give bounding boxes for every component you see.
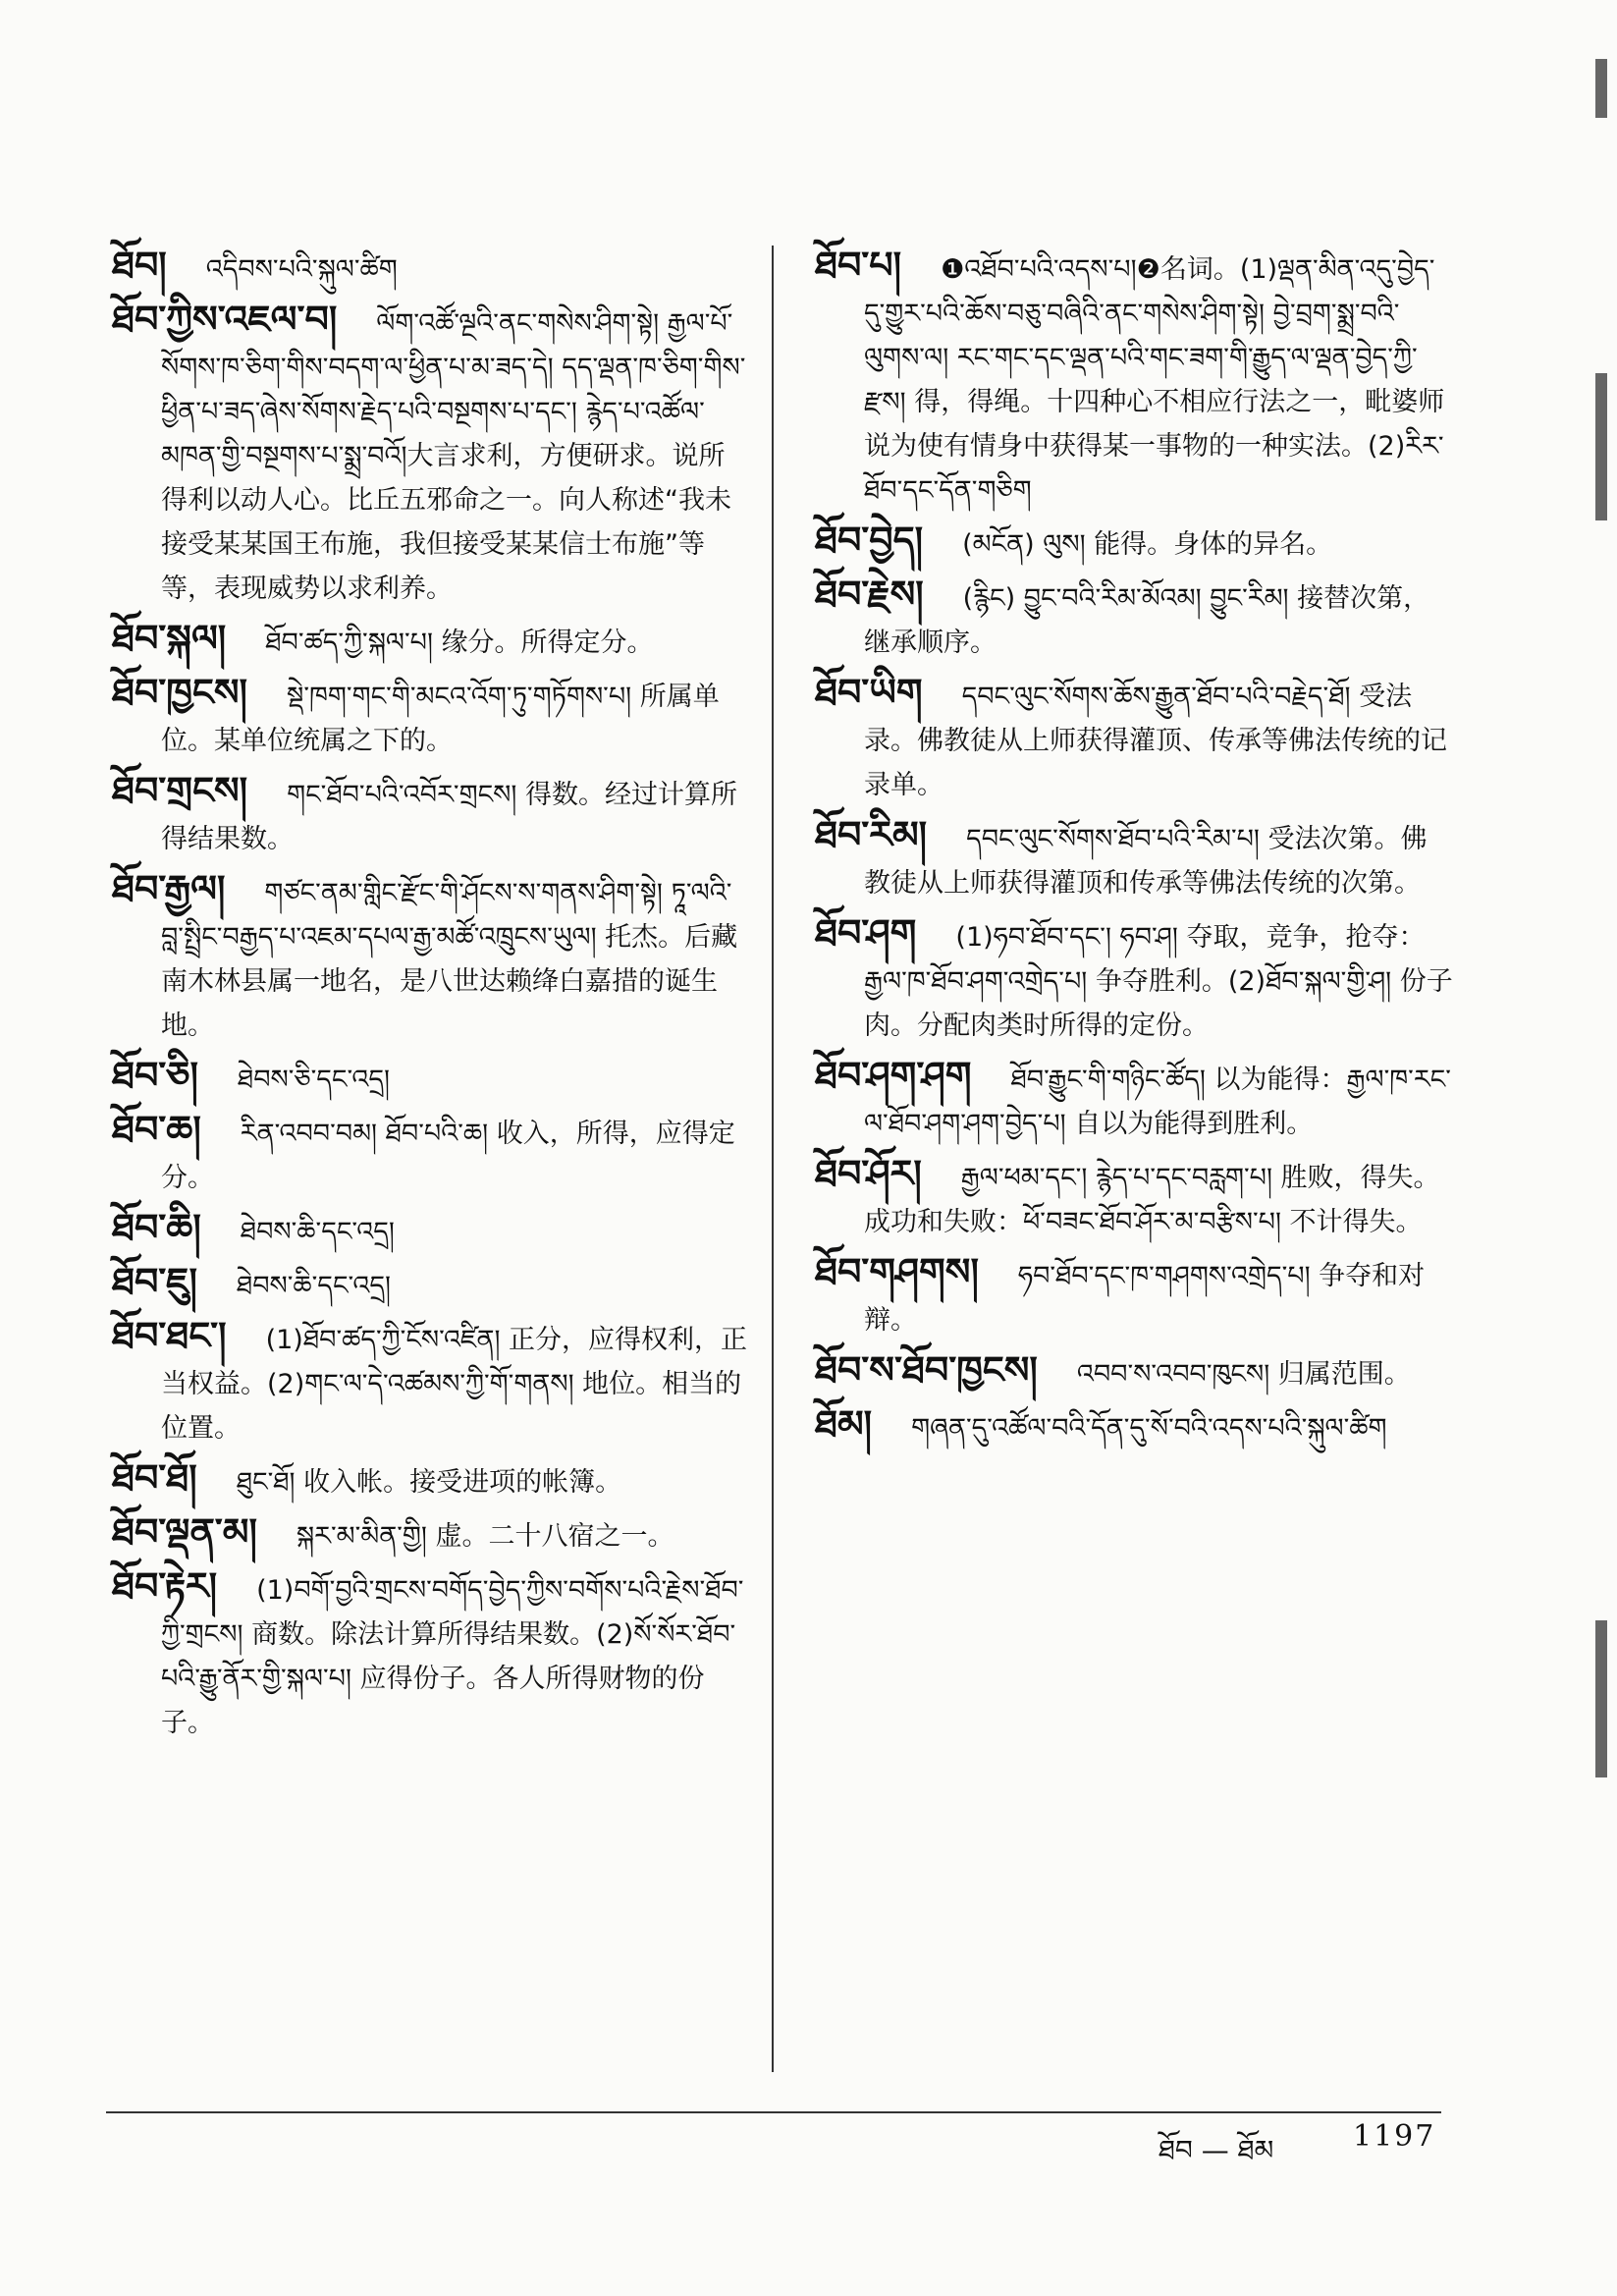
dictionary-entry <box>112 867 750 1048</box>
dictionary-entry <box>112 769 750 861</box>
entry-headword: ཐོབ་ཆ། <box>112 1108 201 1151</box>
entry-definition: ཐེབས་ཅི་དང་འདྲ། <box>237 1065 390 1095</box>
entry-headword: ཐོབ་རྟེར། <box>112 1564 218 1608</box>
entry-headword: ཐོམ། <box>815 1402 873 1446</box>
entry-definition: ལོག་འཚོ་ལྔའི་ནང་གསེས་ཤིག་སྟེ། རྒྱལ་པོ་སོགས་ཁ་ཅིག་གིས་བདག་ལ་ཕྱིན་པ་མ་ཟད་དེ། དད་ལྡན་ཁ་ཅིག་གིས་ཕྱིན་པ་ཟད་ཞེས་སོགས་རྗེད་པའི་བསྔགས་པ་དང་། རྙེད་པ་འཚོལ་མཁན་གྱི་བསྔགས་པ་སྨྲ་བའོ།大言求利，方便研求。说所得利以动人心。比丘五邪命之一。向人称述“我未接受某某国王布施，我但接受某某信士布施”等等，表现威势以求利养。 <box>161 308 746 604</box>
entry-headword: ཐོབ་ཅི། <box>112 1054 198 1097</box>
dictionary-entry <box>112 1260 750 1308</box>
entry-headword: ཐོབ་རྒྱལ། <box>112 867 226 910</box>
entry-definition: (མངོན) ལུས། 能得。身体的异名。 <box>962 529 1333 560</box>
right-column <box>815 244 1453 1456</box>
entry-headword: ཐོབ་སྐལ། <box>112 617 227 660</box>
entry-headword: ཐོབ་གྲངས། <box>112 769 248 812</box>
dictionary-entry <box>815 1054 1453 1146</box>
dictionary-entry <box>815 519 1453 567</box>
entry-definition: (1)ཐོབ་ཚད་ཀྱི་ངོས་འཛིན། 正分，应得权利，正当权益。(2)གང་ལ་དེ་འཚམས་ཀྱི་གོ་གནས། 地位。相当的位置。 <box>161 1325 748 1444</box>
left-column <box>112 244 750 1751</box>
dictionary-entry <box>112 1510 750 1558</box>
entry-definition: (རྙིང) བྱུང་བའི་རིམ་མོའམ། བྱུང་རིམ། 接替次第，继承顺序。 <box>864 583 1430 658</box>
entry-headword: ཐོབ་ཇུ། <box>112 1260 197 1303</box>
entry-definition: (1)བགོ་བྱའི་གྲངས་བགོད་བྱེད་ཀྱིས་བགོས་པའི་རྗེས་ཐོབ་ཀྱི་གྲངས། 商数。除法计算所得结果数。(2)སོ་སོར་ཐོབ་པའི་རྒྱུ་ནོར་གྱི་སྐལ་པ། 应得份子。各人所得财物的份子。 <box>161 1575 744 1738</box>
entry-headword: ཐོབ་ཁྱངས། <box>112 671 247 714</box>
dictionary-entry <box>815 1402 1453 1450</box>
entry-headword: ཐོབ་རིམ། <box>815 813 928 856</box>
entry-headword: ཐོབ་བྱེད། <box>815 519 924 562</box>
entry-definition: རྒྱལ་ཕམ་དང་། རྙེད་པ་དང་བརླག་པ། 胜败，得失。成功和失败：ཕོ་བཟང་ཐོབ་ཤོར་མ་བརྩིས་པ། 不计得失。 <box>864 1163 1440 1237</box>
entry-definition: ཐོབ་ཚད་ཀྱི་སྐལ་པ། 缘分。所得定分。 <box>265 628 654 658</box>
entry-definition: སྡེ་ཁག་གང་གི་མངའ་འོག་ཏུ་གཏོགས་པ། 所属单位。某单位统属之下的。 <box>161 682 720 756</box>
entry-definition: ཐེབས་ཆི་དང་འདྲ། <box>236 1271 392 1301</box>
dictionary-entry <box>112 1054 750 1102</box>
entry-headword: ཐོབ་ས་ཐོབ་ཁྱངས། <box>815 1348 1038 1392</box>
entry-headword: ཐོབ་གཤགས། <box>815 1250 979 1293</box>
entry-headword: ཐོབ་པ། <box>815 244 902 287</box>
page-number: 1197 <box>1353 2119 1436 2154</box>
scan-edge-mark <box>1595 1620 1607 1777</box>
dictionary-entry <box>112 1314 750 1450</box>
entry-definition: དབང་ལུང་སོགས་ཐོབ་པའི་རིམ་པ། 受法次第。佛教徒从上师获得灌顶和传承等佛法传统的次第。 <box>864 824 1428 899</box>
entry-definition: ❶འཐོབ་པའི་འདས་པ།❷名词。(1)ལྡན་མིན་འདུ་བྱེད་དུ་གྱུར་པའི་ཆོས་བཅུ་བཞིའི་ནང་གསེས་ཤིག་སྟེ། བྱེ་བྲག་སྨྲ་བའི་ལུགས་ལ། རང་གང་དང་ལྡན་པའི་གང་ཟག་གི་རྒྱུད་ལ་ལྡན་བྱེད་ཀྱི་རྫས། 得，得绳。十四种心不相应行法之一，毗婆师说为使有情身中获得某一事物的一种实法。(2)རིར་ཐོབ་དང་དོན་གཅིག <box>864 254 1445 506</box>
dictionary-entry <box>815 1250 1453 1342</box>
entry-definition: རིན་འབབ་བམ། ཐོབ་པའི་ཆ། 收入，所得，应得定分。 <box>161 1119 735 1193</box>
entry-headword: ཐོབ་ཤོར། <box>815 1152 922 1195</box>
dictionary-entry <box>112 1108 750 1200</box>
dictionary-entry <box>815 671 1453 807</box>
dictionary-entry <box>815 1348 1453 1396</box>
entry-definition: ཐུང་ཐོ། 收入帐。接受进项的帐簿。 <box>236 1467 622 1498</box>
entry-headword: ཐོབ་ཤག <box>815 911 917 955</box>
dictionary-entry <box>112 617 750 665</box>
entry-headword: ཐོབ་ཤག་ཤག <box>815 1054 972 1097</box>
footer-rule <box>106 2111 1441 2113</box>
scan-edge-mark <box>1595 373 1607 520</box>
entry-headword: ཐོབ་ཡིག <box>815 671 923 714</box>
entry-headword: ཐོབ་ཐོ། <box>112 1456 197 1500</box>
dictionary-entry <box>112 1564 750 1745</box>
dictionary-entry <box>815 911 1453 1048</box>
footer-headword-range: ཐོབ — ཐོམ <box>1159 2134 1274 2166</box>
entry-headword: ཐོབ་ལྡན་མ། <box>112 1510 257 1554</box>
entry-definition: གཞན་དུ་འཚོལ་བའི་དོན་དུ་སོ་བའི་འདས་པའི་སྐུལ་ཚིག <box>911 1413 1387 1444</box>
dictionary-entry <box>112 298 750 611</box>
dictionary-entry <box>815 813 1453 905</box>
dictionary-entry <box>112 671 750 763</box>
entry-definition: ཐོབ་རྒྱུང་གི་གཉིང་ཚོད། 以为能得：རྒྱལ་ཁ་རང་ལ་ཐོབ་ཤག་ཤག་བྱེད་པ། 自以为能得到胜利。 <box>864 1065 1451 1139</box>
entry-definition: འབབ་ས་འབབ་ཁུངས། 归属范围。 <box>1076 1359 1411 1390</box>
entry-definition: དབང་ལུང་སོགས་ཆོས་རྒྱུན་ཐོབ་པའི་བརྗེད་ཐོ། 受法录。佛教徒从上师获得灌顶、传承等佛法传统的记录单。 <box>864 682 1447 800</box>
entry-definition: ཐེབས་ཆི་དང་འདྲ། <box>240 1217 395 1247</box>
entry-definition: (1)ཧབ་ཐོབ་དང་། ཧབ་ཤ། 夺取，竞争，抢夺：རྒྱལ་ཁ་ཐོབ་ཤག་འགྲེད་པ། 争夺胜利。(2)ཐོབ་སྐལ་གྱི་ཤ། 份子肉。分配肉类时所得的定份。 <box>864 922 1453 1041</box>
dictionary-entry <box>112 1456 750 1504</box>
dictionary-entry <box>112 244 750 292</box>
dictionary-entry <box>815 244 1453 513</box>
entry-headword: ཐོབ་ཆི། <box>112 1206 201 1249</box>
scan-edge-mark <box>1595 59 1607 118</box>
dictionary-entry <box>112 1206 750 1254</box>
dictionary-entry <box>815 1152 1453 1244</box>
column-divider <box>772 246 774 2072</box>
entry-headword: ཐོབ་ཀྱིས་འཇལ་བ། <box>112 298 338 341</box>
entry-definition: གང་ཐོབ་པའི་འབོར་གྲངས། 得数。经过计算所得结果数。 <box>161 780 737 854</box>
entry-definition: གཙང་ནམ་གླིང་རྫོང་གི་ཤོངས་ས་གནས་ཤིག་སྟེ། ཏཱ་ལའི་བླ་སྤྲིང་བརྒྱད་པ་འཇམ་དཔལ་རྒྱ་མཚོ་འཁྲུངས་ཡུལ། 托杰。后藏南木林县属一地名，是八世达赖绛白嘉措的诞生地。 <box>161 878 738 1041</box>
entry-headword: ཐོབ་རྗེས། <box>815 573 924 616</box>
entry-definition: སྐར་མ་མིན་གྱི། 虚。二十八宿之一。 <box>296 1521 674 1552</box>
dictionary-entry <box>815 573 1453 665</box>
entry-definition: ཧབ་ཐོབ་དང་ཁ་གཤགས་འགྲེད་པ། 争夺和对辩。 <box>864 1261 1426 1336</box>
entry-definition: འདིབས་པའི་སྐུལ་ཚིག <box>205 254 398 285</box>
entry-headword: ཐོབ་ཐང་། <box>112 1314 227 1357</box>
entry-headword: ཐོབ། <box>112 244 167 287</box>
